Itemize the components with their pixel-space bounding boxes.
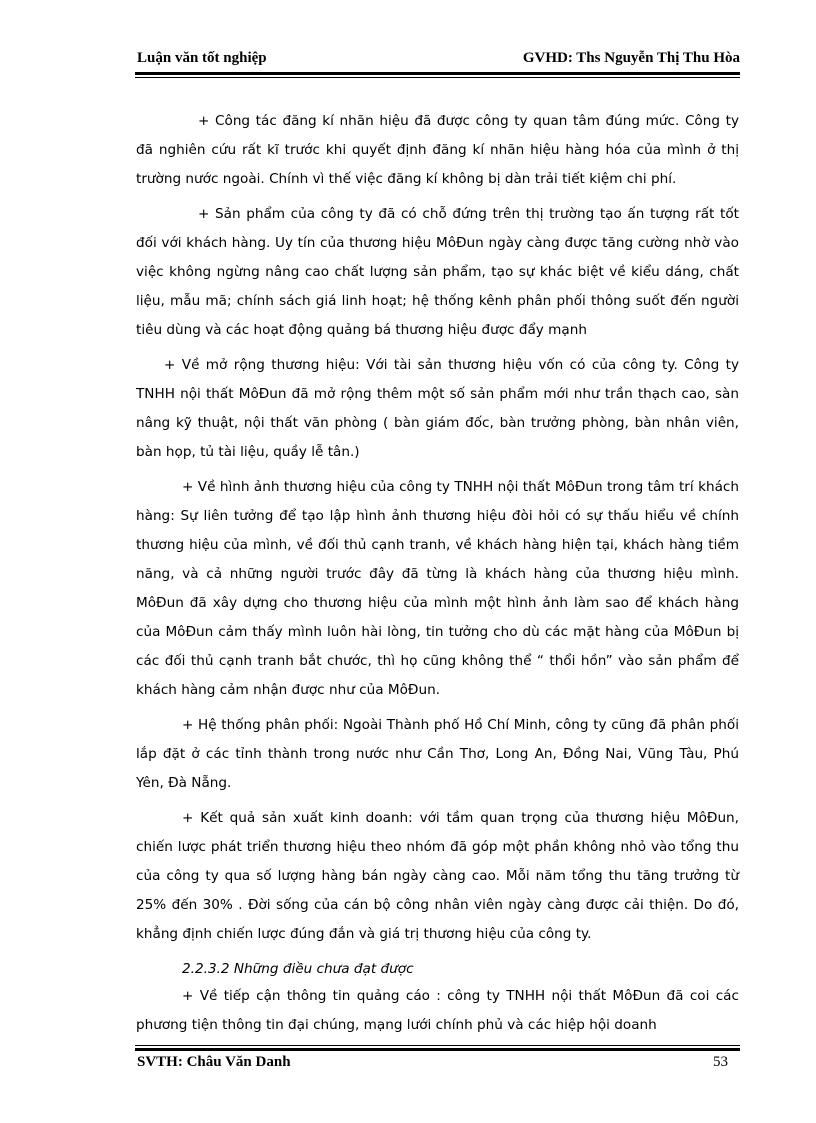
paragraph-distribution: + Hệ thống phân phối: Ngoài Thành phố Hồ Chí Minh, công ty cũng đã phân phối lắp đặt ở các tỉnh thành trong nước như Cần Thơ, Long An, Đồng Nai, Vũng Tàu, Phú Yên, Đà Nẵng. — [136, 717, 739, 791]
page-body — [136, 107, 739, 1046]
header-rule — [135, 72, 740, 78]
paragraph-business-results: + Kết quả sản xuất kinh doanh: với tầm quan trọng của thương hiệu MôĐun, chiến lược phát triển thương hiệu theo nhóm đã góp một phần không nhỏ vào tổng thu của công ty qua số lượng hàng bán ngày càng cao. Mỗi năm tổng thu tăng trưởng từ 25% đến 30% . Đời sống của cán bộ công nhân viên ngày càng được cải thiện. Do đó, khẳng định chiến lược đúng đắn và giá trị thương hiệu của công ty. — [136, 810, 739, 942]
footer-student: SVTH: Châu Văn Danh — [137, 1054, 291, 1070]
header-thesis-title: Luận văn tốt nghiệp — [137, 50, 267, 66]
page-footer — [135, 1052, 740, 1074]
header-advisor: GVHD: Ths Nguyễn Thị Thu Hòa — [522, 50, 740, 66]
footer-rule — [135, 1045, 740, 1051]
paragraph-advertising: + Về tiếp cận thông tin quảng cáo : công ty TNHH nội thất MôĐun đã coi các phương tiện thông tin đại chúng, mạng lưới chính phủ và các hiệp hội doanh — [136, 988, 739, 1033]
paragraph-brand-extension: + Về mở rộng thương hiệu: Với tài sản thương hiệu vốn có của công ty. Công ty TNHH nội thất MôĐun đã mở rộng thêm một số sản phẩm mới như trần thạch cao, sàn nâng kỹ thuật, nội thất văn phòng ( bàn giám đốc, bàn trưởng phòng, bàn nhân viên, bàn họp, tủ tài liệu, quầy lễ tân.) — [136, 357, 739, 460]
page-header — [135, 48, 740, 70]
section-subheading: 2.2.3.2 Những điều chưa đạt được — [182, 961, 414, 977]
paragraph-brand-image: + Về hình ảnh thương hiệu của công ty TNHH nội thất MôĐun trong tâm trí khách hàng: Sự liên tưởng để tạo lập hình ảnh thương hiệu đòi hỏi có sự thấu hiểu về chính thương hiệu của mình, về đối thủ cạnh tranh, về khách hàng hiện tại, khách hàng tiềm năng, và cả những người trước đây đã từng là khách hàng của thương hiệu mình. MôĐun đã xây dựng cho thương hiệu của mình một hình ảnh làm sao để khách hàng của MôĐun cảm thấy mình luôn hài lòng, tin tưởng cho dù các mặt hàng của MôĐun bị các đối thủ cạnh tranh bắt chước, thì họ cũng không thể “ thổi hồn” vào sản phẩm để khách hàng cảm nhận được như của MôĐun. — [136, 479, 739, 698]
paragraph-product-position: + Sản phẩm của công ty đã có chỗ đứng trên thị trường tạo ấn tượng rất tốt đối với khách hàng. Uy tín của thương hiệu MôĐun ngày càng được tăng cường nhờ vào việc không ngừng nâng cao chất lượng sản phẩm, tạo sự khác biệt về kiểu dáng, chất liệu, mẫu mã; chính sách giá linh hoạt; hệ thống kênh phân phối thông suốt đến người tiêu dùng và các hoạt động quảng bá thương hiệu được đẩy mạnh — [136, 206, 739, 338]
paragraph-trademark-registration: + Công tác đăng kí nhãn hiệu đã được công ty quan tâm đúng mức. Công ty đã nghiên cứu rất kĩ trước khi quyết định đăng kí nhãn hiệu hàng hóa của mình ở thị trường nước ngoài. Chính vì thế việc đăng kí không bị dàn trải tiết kiệm chi phí. — [136, 113, 739, 187]
page-number: 53 — [713, 1054, 728, 1070]
